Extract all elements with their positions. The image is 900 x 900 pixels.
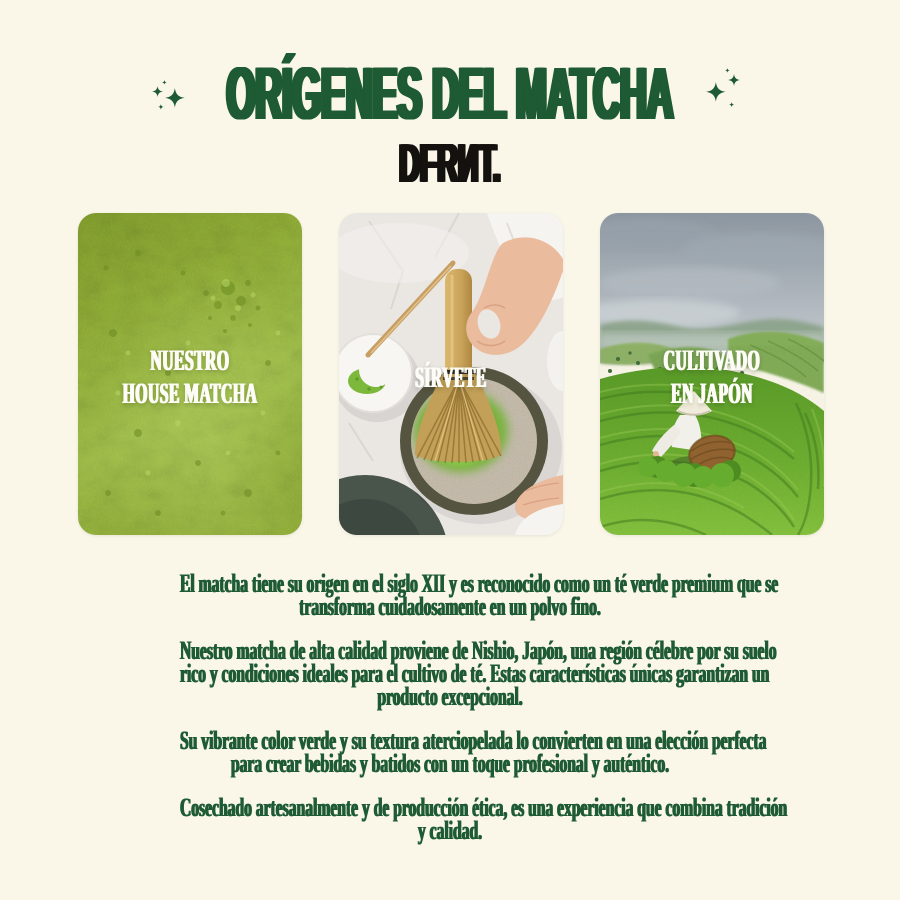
page-title: ORÍGENES DEL MATCHA — [226, 52, 674, 135]
brand-logo: DFRИT. — [399, 132, 501, 194]
card-label-line: SÍRVETE — [415, 360, 487, 394]
paragraph-cosechado — [180, 793, 788, 845]
text-line: producto excepcional. — [377, 682, 523, 711]
paragraph-color-textura — [180, 726, 767, 778]
text-line: El matcha tiene su origen en el siglo XII y es reconocido como un té verde premium que se — [180, 569, 779, 598]
card-cultivado-japon — [600, 213, 824, 535]
sparkle-right-icon — [704, 68, 748, 115]
paragraph-origin — [180, 569, 779, 621]
card-row — [78, 213, 824, 535]
card-sirvete — [339, 213, 563, 535]
text-line: Cosechado artesanalmente y de producción ética, es una experiencia que combina tradición — [180, 793, 788, 822]
text-line: rico y condiciones ideales para el cultivo de té. Estas características únicas garantizan un — [180, 659, 770, 688]
text-line: Nuestro matcha de alta calidad proviene de Nishio, Japón, una región célebre por su suelo — [180, 636, 777, 665]
text-line: transforma cuidadosamente en un polvo fino. — [299, 592, 601, 621]
text-line: y calidad. — [417, 816, 483, 845]
card-label-line: NUESTRO — [150, 344, 230, 377]
card-label-line: HOUSE MATCHA — [122, 377, 258, 410]
card-label-cultivado — [654, 213, 770, 535]
card-label-line: CULTIVADO — [663, 344, 761, 377]
card-label-house-matcha — [122, 213, 258, 535]
sparkle-left-icon — [148, 78, 196, 123]
text-line: para crear bebidas y batidos con un toque profesional y auténtico. — [230, 749, 670, 778]
body-text — [180, 569, 788, 863]
card-label-line: EN JAPÓN — [671, 377, 753, 410]
text-line: Su vibrante color verde y su textura aterciopelada lo convierten en una elección perfecta — [180, 726, 767, 755]
paragraph-nishio — [180, 636, 777, 711]
card-house-matcha — [78, 213, 302, 535]
card-label-sirvete — [393, 213, 509, 535]
